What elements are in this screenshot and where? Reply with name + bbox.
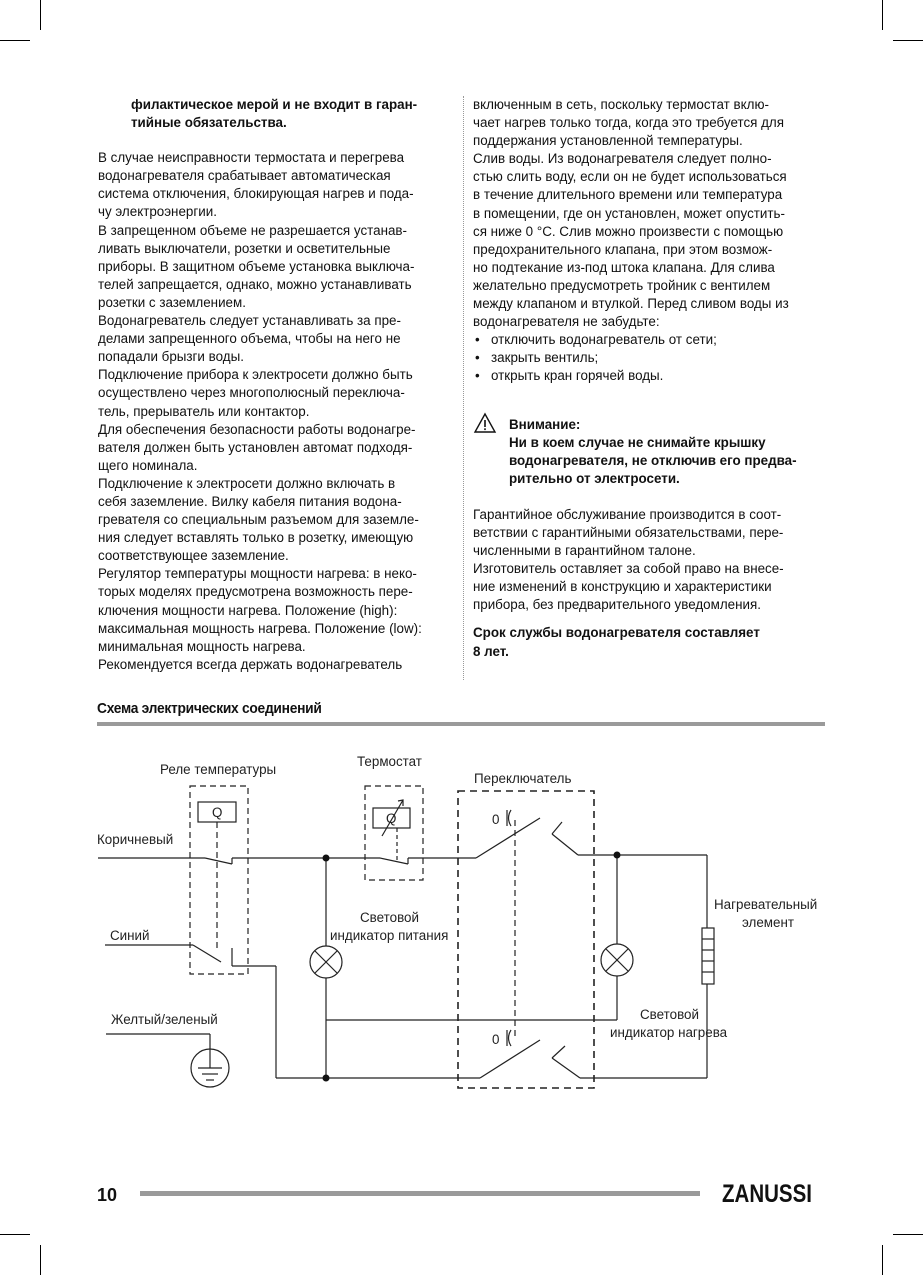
left-body — [98, 149, 458, 674]
switch-zero-bottom: 0 — [492, 1032, 500, 1047]
switch-box — [458, 791, 594, 1088]
text-line: в помещении, где он установлен, может опустить- — [473, 205, 785, 221]
text-line: ся ниже 0 °C. Слив можно произвести с помощью — [473, 223, 784, 239]
text-line: Рекомендуется всегда держать водонагреватель — [98, 656, 403, 672]
switch-label: Переключатель — [474, 771, 572, 786]
bullet-item: • открыть кран горячей воды. — [473, 367, 833, 385]
warning-block — [473, 416, 833, 488]
text-line: телей запрещается, однако, можно устанавливать — [98, 276, 412, 292]
power-light-label-2: индикатор питания — [330, 928, 449, 943]
heat-light-label-1: Световой — [640, 1007, 699, 1022]
switch-bottom-blade — [480, 1040, 540, 1078]
text-line: Изготовитель оставляет за собой право на внесе- — [473, 561, 784, 577]
text-line: попадали брызги воды. — [98, 349, 244, 365]
thermostat-q-text: Q — [386, 811, 397, 826]
section-title: Схема электрических соединений — [97, 700, 322, 717]
text-line: прибора, без предварительного уведомления. — [473, 597, 761, 613]
switch-top-blade — [476, 818, 540, 858]
text-line: водонагревателя не забудьте: — [473, 314, 660, 330]
text-line: численными в гарантийном талоне. — [473, 543, 696, 559]
text-line: Ни в коем случае не снимайте крышку — [509, 434, 766, 450]
crop-mark — [0, 1234, 30, 1235]
text-line: максимальная мощность нагрева. Положение (low): — [98, 620, 422, 636]
junction-dot — [323, 1075, 330, 1082]
blue-wire-label: Синий — [110, 928, 150, 943]
thermostat-box — [365, 786, 423, 880]
crop-mark — [0, 40, 30, 41]
warning-title: Внимание: — [509, 416, 581, 432]
text-line: тель, прерыватель или контактор. — [98, 403, 310, 419]
warning-icon — [473, 412, 497, 434]
heater-label-2: элемент — [742, 915, 794, 930]
text-line: в течение длительного времени или температура — [473, 187, 783, 203]
text-line: но подтекание из-под штока клапана. Для слива — [473, 259, 775, 275]
text-line: рительно от электросети. — [509, 470, 680, 486]
text-line: себя заземление. Вилку кабеля питания водона- — [98, 493, 402, 509]
bullet-list — [473, 331, 833, 385]
text-line: желательно предусмотреть тройник с вентилем — [473, 277, 771, 293]
left-column — [98, 96, 458, 674]
text-line: ния следует вставлять только в розетку, имеющую — [98, 530, 414, 546]
text-line: чает нагрев только тогда, когда это требуется для — [473, 115, 784, 131]
text-line: Срок службы водонагревателя составляет — [473, 625, 760, 641]
text-line: ние изменений в конструкцию и характеристики — [473, 579, 772, 595]
bullet-item: • закрыть вентиль; — [473, 349, 833, 367]
text-line: гревателя со специальным разъемом для заземле- — [98, 512, 419, 528]
right-body — [473, 96, 833, 331]
text-line: Подключение к электросети должно включать в — [98, 475, 396, 491]
page-number: 10 — [97, 1185, 118, 1205]
heater-label-1: Нагревательный — [714, 897, 818, 912]
text-line: вателя должен быть установлен автомат подходя- — [98, 439, 413, 455]
text-line: В случае неисправности термостата и перегрева — [98, 150, 405, 166]
text-line: приборы. В защитном объеме установка выключа- — [98, 258, 415, 274]
section-rule — [97, 722, 825, 726]
text-line: Подключение прибора к электросети должно быть — [98, 367, 413, 383]
relay-q-text: Q — [212, 805, 223, 820]
service-life — [473, 624, 833, 660]
thermostat-label: Термостат — [357, 754, 422, 769]
text-line: щего номинала. — [98, 457, 198, 473]
crop-mark — [40, 1245, 41, 1275]
junction-dot — [614, 852, 621, 859]
text-line: ливать выключатели, розетки и осветительные — [98, 240, 391, 256]
junction-dot — [323, 855, 330, 862]
switch-zero-top: 0 — [492, 812, 500, 827]
intro-bold — [98, 96, 458, 132]
text-line: Водонагреватель следует устанавливать за пре- — [98, 313, 401, 329]
text-line: осуществлено через многополюсный переключа- — [98, 385, 405, 401]
text-line: В запрещенном объеме не разрешается устанав- — [98, 222, 407, 238]
text-line: 8 лет. — [473, 643, 509, 659]
power-light-label-1: Световой — [360, 910, 419, 925]
text-line: ключения мощности нагрева. Положение (high): — [98, 602, 398, 618]
ground-wire-label: Желтый/зеленый — [111, 1012, 218, 1027]
bullet-item: • отключить водонагреватель от сети; — [473, 331, 833, 349]
text-line: включенным в сеть, поскольку термостат вклю- — [473, 97, 769, 112]
text-line: система отключения, блокирующая нагрев и пода- — [98, 186, 414, 202]
text-line: водонагревателя, не отключив его предва- — [509, 452, 797, 468]
text-line: предохранительного клапана, при этом возмож- — [473, 241, 773, 257]
heat-light-label-2: индикатор нагрева — [610, 1025, 728, 1040]
text-line: соответствующее заземление. — [98, 548, 289, 564]
crop-mark — [40, 0, 41, 30]
wiring-diagram — [0, 740, 923, 1120]
text-line: водонагревателя срабатывает автоматическая — [98, 168, 391, 184]
crop-mark — [882, 1245, 883, 1275]
crop-mark — [893, 1234, 923, 1235]
text-line: минимальная мощность нагрева. — [98, 638, 306, 654]
right-column — [473, 96, 833, 661]
footer-rule — [140, 1191, 700, 1196]
text-line: филактическое мерой и не входит в гаран- — [131, 97, 418, 112]
crop-mark — [893, 40, 923, 41]
text-line: стью слить воду, если он не будет использоваться — [473, 169, 787, 185]
heater-element — [702, 928, 714, 984]
temp-relay-label: Реле температуры — [160, 762, 277, 777]
text-line: между клапаном и втулкой. Перед сливом воды из — [473, 296, 789, 312]
text-line: Гарантийное обслуживание производится в соот- — [473, 506, 782, 522]
text-line: Слив воды. Из водонагревателя следует полно- — [473, 151, 772, 167]
text-line: Регулятор температуры мощности нагрева: в неко- — [98, 566, 417, 582]
text-line: тийные обязательства. — [131, 115, 287, 131]
text-line: ветствии с гарантийными обязательствами, пере- — [473, 524, 784, 540]
column-divider — [463, 96, 464, 680]
text-line: розетки с заземлением. — [98, 294, 246, 310]
brown-wire-label: Коричневый — [97, 832, 174, 847]
brand-logo: ZANUSSI — [722, 1180, 812, 1208]
text-line: торых моделях предусмотрена возможность пере- — [98, 584, 413, 600]
text-line: поддержания установленной температуры. — [473, 133, 743, 149]
text-line: делами запрещенного объема, чтобы на него не — [98, 331, 401, 347]
text-line: чу электроэнергии. — [98, 204, 217, 220]
text-line: Для обеспечения безопасности работы водонагре- — [98, 421, 416, 437]
crop-mark — [882, 0, 883, 30]
warranty-text — [473, 506, 833, 615]
